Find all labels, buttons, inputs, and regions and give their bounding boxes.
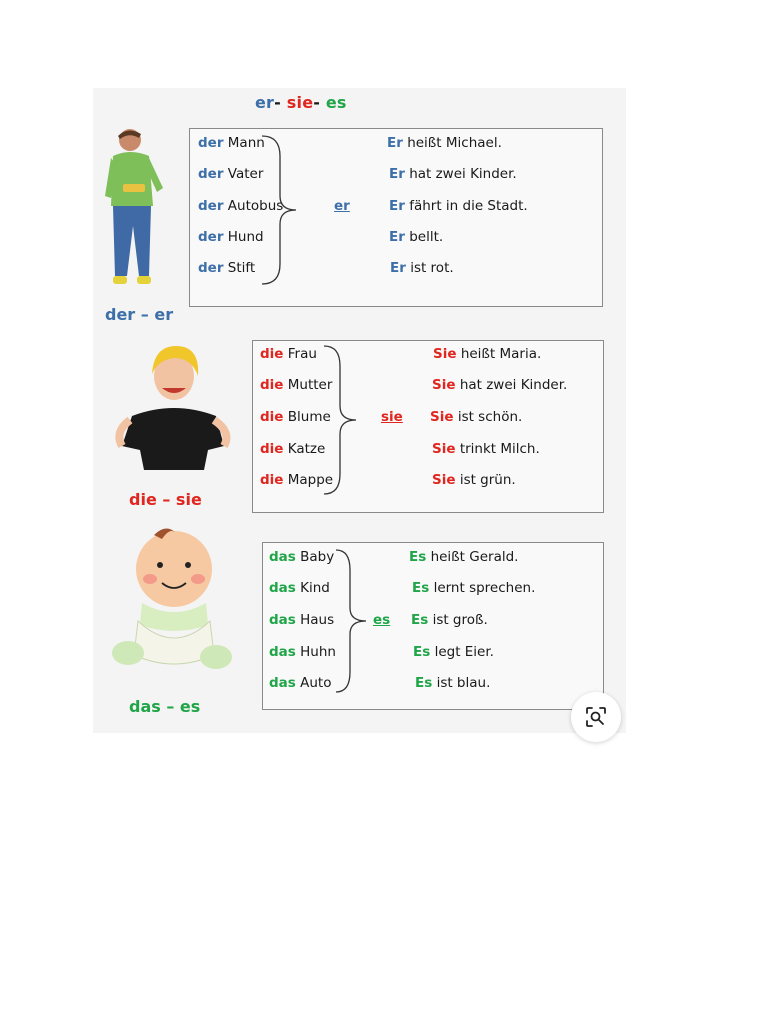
woman-illustration <box>108 342 234 470</box>
title-separator: - <box>313 93 321 112</box>
sentence-row: Er heißt Michael. <box>387 135 502 151</box>
list-item: das Baby <box>269 549 335 565</box>
sentence-row: Es legt Eier. <box>413 644 494 660</box>
sentence-row: Es lernt sprechen. <box>412 580 536 596</box>
list-item: der Hund <box>198 229 264 245</box>
man-illustration <box>103 126 173 291</box>
neuter-pronoun: es <box>373 612 391 628</box>
list-item: der Mann <box>198 135 265 151</box>
list-item: der Autobus <box>198 198 284 214</box>
sentence-row: Es ist groß. <box>411 612 488 628</box>
sentence-row: Er bellt. <box>389 229 444 245</box>
title-separator: - <box>274 93 281 112</box>
list-item: die Frau <box>260 346 317 362</box>
page-title <box>255 93 347 112</box>
sentence-row: Sie ist grün. <box>432 472 516 488</box>
baby-illustration <box>104 525 238 683</box>
list-item: das Haus <box>269 612 335 628</box>
neuter-brace <box>334 548 374 694</box>
masculine-box <box>189 128 603 307</box>
list-item: die Katze <box>260 441 326 457</box>
sentence-row: Es heißt Gerald. <box>409 549 519 565</box>
sentence-row: Es ist blau. <box>415 675 491 691</box>
list-item: die Mappe <box>260 472 334 488</box>
feminine-label: die – sie <box>129 490 202 509</box>
sentence-row: Sie heißt Maria. <box>433 346 542 362</box>
list-item: der Stift <box>198 260 256 276</box>
lens-search-icon <box>584 705 608 729</box>
list-item: die Blume <box>260 409 331 425</box>
list-item: die Mutter <box>260 377 333 393</box>
sentence-row: Sie trinkt Milch. <box>432 441 540 457</box>
title-es: es <box>325 93 347 112</box>
title-er: er <box>255 93 275 112</box>
list-item: das Auto <box>269 675 332 691</box>
sentence-row: Sie ist schön. <box>430 409 523 425</box>
sentence-row: Sie hat zwei Kinder. <box>432 377 568 393</box>
sentence-row: Er ist rot. <box>390 260 454 276</box>
list-item: das Huhn <box>269 644 336 660</box>
list-item: der Vater <box>198 166 264 182</box>
masculine-label: der – er <box>105 305 174 324</box>
sentence-row: Er fährt in die Stadt. <box>389 198 528 214</box>
visual-search-button[interactable] <box>571 692 621 742</box>
neuter-label: das – es <box>129 697 201 716</box>
title-sie: sie <box>286 93 314 112</box>
feminine-pronoun: sie <box>381 409 403 425</box>
sentence-row: Er hat zwei Kinder. <box>389 166 517 182</box>
masculine-pronoun: er <box>334 198 350 214</box>
list-item: das Kind <box>269 580 330 596</box>
